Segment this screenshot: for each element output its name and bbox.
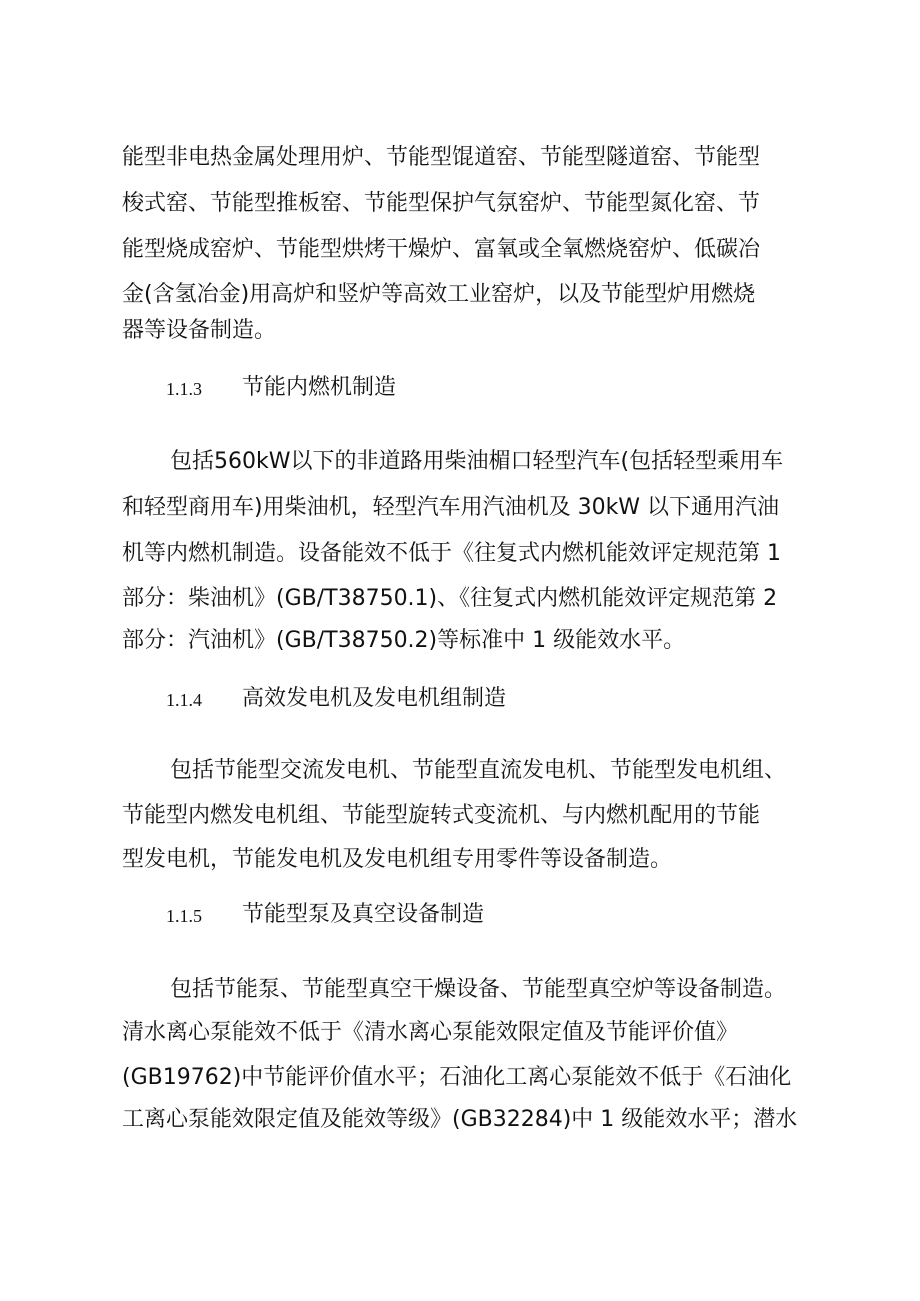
paragraph-line: 部分：汽油机》(GB/T38750.2)等标准中 1 级能效水平。 bbox=[122, 628, 686, 653]
paragraph-line: 梭式窑、节能型推板窑、节能型保护气氛窑炉、节能型氮化窑、节 bbox=[122, 191, 761, 216]
paragraph-line: (GB19762)中节能评价值水平；石油化工离心泵能效不低于《石油化 bbox=[122, 1065, 792, 1090]
section-number: 1.1.5 bbox=[166, 906, 202, 926]
paragraph-line: 工离心泵能效限定值及能效等级》(GB32284)中 1 级能效水平；潜水 bbox=[122, 1107, 798, 1132]
paragraph-line: 清水离心泵能效不低于《清水离心泵能效限定值及节能评价值》 bbox=[122, 1020, 739, 1045]
paragraph-line: 能型烧成窑炉、节能型烘烤干燥炉、富氧或全氧燃烧窑炉、低碳冶 bbox=[122, 237, 761, 262]
paragraph-line: 金(含氢冶金)用高炉和竖炉等高效工业窑炉，以及节能型炉用燃烧 bbox=[122, 282, 756, 307]
paragraph-line: 和轻型商用车)用柴油机，轻型汽车用汽油机及 30kW 以下通用汽油 bbox=[122, 495, 780, 520]
section-title: 节能内燃机制造 bbox=[242, 375, 397, 400]
paragraph-line: 机等内燃机制造。设备能效不低于《往复式内燃机能效评定规范第 1 bbox=[122, 541, 781, 566]
paragraph-line: 能型非电热金属处理用炉、节能型馄道窑、节能型隧道窑、节能型 bbox=[122, 145, 761, 170]
section-title: 高效发电机及发电机组制造 bbox=[242, 686, 507, 711]
paragraph-line: 包括560kW以下的非道路用柴油楣口轻型汽车(包括轻型乘用车 bbox=[170, 449, 784, 474]
paragraph-line: 节能型内燃发电机组、节能型旋转式变流机、与内燃机配用的节能 bbox=[122, 803, 761, 828]
section-number: 1.1.4 bbox=[166, 690, 202, 710]
paragraph-line: 包括节能型交流发电机、节能型直流发电机、节能型发电机组、 bbox=[170, 758, 787, 783]
section-title: 节能型泵及真空设备制造 bbox=[242, 902, 485, 927]
paragraph-line: 器等设备制造。 bbox=[122, 318, 277, 343]
paragraph-line: 型发电机，节能发电机及发电机组专用零件等设备制造。 bbox=[122, 847, 673, 872]
paragraph-line: 部分：柴油机》(GB/T38750.1)、《往复式内燃机能效评定规范第 2 bbox=[122, 586, 778, 611]
paragraph-line: 包括节能泵、节能型真空干燥设备、节能型真空炉等设备制造。 bbox=[170, 977, 787, 1002]
section-number: 1.1.3 bbox=[166, 379, 202, 399]
